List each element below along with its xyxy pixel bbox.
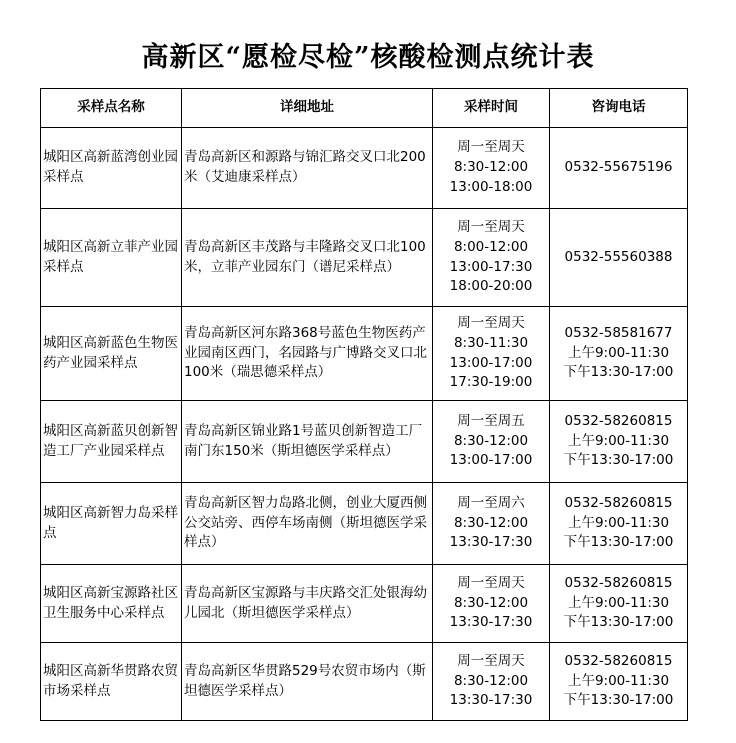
site-name-cell: 城阳区高新立菲产业园采样点 [41,209,182,307]
time-line: 13:00-17:00 [449,354,533,371]
phone-hours: 上午9:00-11:30 [567,594,670,611]
time-line: 8:00-12:00 [453,238,529,255]
time-line: 周一至周天 [457,652,525,669]
time-line: 17:30-19:00 [449,374,533,391]
phone-number: 0532-55560388 [564,248,673,265]
site-name-cell: 城阳区高新蓝色生物医药产业园采样点 [41,307,182,401]
phone-hours: 上午9:00-11:30 [567,432,670,449]
phone-number: 0532-58581677 [564,324,673,341]
time-line: 周一至周天 [457,314,525,331]
phone-hours: 上午9:00-11:30 [567,344,670,361]
phone-hours: 下午13:30-17:00 [563,452,674,469]
phone-cell [550,307,688,401]
time-line: 8:30-12:00 [453,594,529,611]
column-header-name: 采样点名称 [41,89,182,128]
time-line: 13:00-17:00 [449,452,533,469]
phone-cell [550,565,688,643]
sampling-time-cell [433,307,550,401]
site-name-cell: 城阳区高新蓝湾创业园采样点 [41,128,182,209]
phone-number: 0532-58260815 [564,412,673,429]
address-cell: 青岛高新区智力岛路北侧，创业大厦西侧公交站旁、西停车场南侧（斯坦德医学采样点） [182,483,433,565]
phone-number: 0532-58260815 [564,494,673,511]
address-cell: 青岛高新区锦业路1号蓝贝创新智造工厂南门东150米（斯坦德医学采样点） [182,401,433,483]
table-row [41,483,688,565]
phone-cell [550,128,688,209]
phone-cell [550,643,688,721]
phone-number: 0532-55675196 [564,159,673,176]
phone-hours: 上午9:00-11:30 [567,672,670,689]
time-line: 8:30-12:00 [453,432,529,449]
table-body [41,128,688,721]
sampling-time-cell [433,128,550,209]
time-line: 周一至周六 [457,494,525,511]
sampling-time-cell [433,643,550,721]
sampling-time-cell [433,401,550,483]
time-line: 18:00-20:00 [449,278,533,295]
column-header-phone: 咨询电话 [550,89,688,128]
time-line: 13:30-17:30 [449,614,533,631]
site-name-cell: 城阳区高新宝源路社区卫生服务中心采样点 [41,565,182,643]
table-header-row [41,89,688,128]
time-line: 8:30-11:30 [453,334,529,351]
column-header-address: 详细地址 [182,89,433,128]
phone-cell [550,401,688,483]
table-row [41,401,688,483]
statistics-table [40,88,688,721]
time-line: 13:30-17:30 [449,692,533,709]
phone-hours: 下午13:30-17:00 [563,534,674,551]
phone-number: 0532-58260815 [564,652,673,669]
time-line: 13:00-18:00 [449,178,533,195]
time-line: 周一至周五 [457,412,525,429]
site-name-cell: 城阳区高新蓝贝创新智造工厂产业园采样点 [41,401,182,483]
phone-hours: 上午9:00-11:30 [567,514,670,531]
page-title: 高新区“愿检尽检”核酸检测点统计表 [141,42,595,73]
sampling-time-cell [433,483,550,565]
column-header-time: 采样时间 [433,89,550,128]
phone-hours: 下午13:30-17:00 [563,614,674,631]
address-cell: 青岛高新区丰茂路与丰隆路交叉口北100米，立菲产业园东门（谱尼采样点） [182,209,433,307]
phone-hours: 下午13:30-17:00 [563,364,674,381]
phone-cell [550,483,688,565]
time-line: 8:30-12:00 [453,514,529,531]
time-line: 13:00-17:30 [449,258,533,275]
site-name-cell: 城阳区高新华贯路农贸市场采样点 [41,643,182,721]
table-row [41,307,688,401]
address-cell: 青岛高新区和源路与锦汇路交叉口北200米（艾迪康采样点） [182,128,433,209]
phone-hours: 下午13:30-17:00 [563,692,674,709]
address-cell: 青岛高新区宝源路与丰庆路交汇处银海幼儿园北（斯坦德医学采样点） [182,565,433,643]
table-row [41,128,688,209]
table-row [41,209,688,307]
table-row [41,643,688,721]
time-line: 周一至周天 [457,139,525,156]
address-cell: 青岛高新区华贯路529号农贸市场内（斯坦德医学采样点） [182,643,433,721]
sampling-time-cell [433,565,550,643]
time-line: 8:30-12:00 [453,672,529,689]
time-line: 8:30-12:00 [453,159,529,176]
time-line: 周一至周天 [457,574,525,591]
address-cell: 青岛高新区河东路368号蓝色生物医药产业园南区西门，名园路与广博路交叉口北100米（瑞思德采样点） [182,307,433,401]
site-name-cell: 城阳区高新智力岛采样点 [41,483,182,565]
time-line: 13:30-17:30 [449,534,533,551]
sampling-time-cell [433,209,550,307]
phone-cell [550,209,688,307]
table-row [41,565,688,643]
time-line: 周一至周天 [457,218,525,235]
phone-number: 0532-58260815 [564,574,673,591]
